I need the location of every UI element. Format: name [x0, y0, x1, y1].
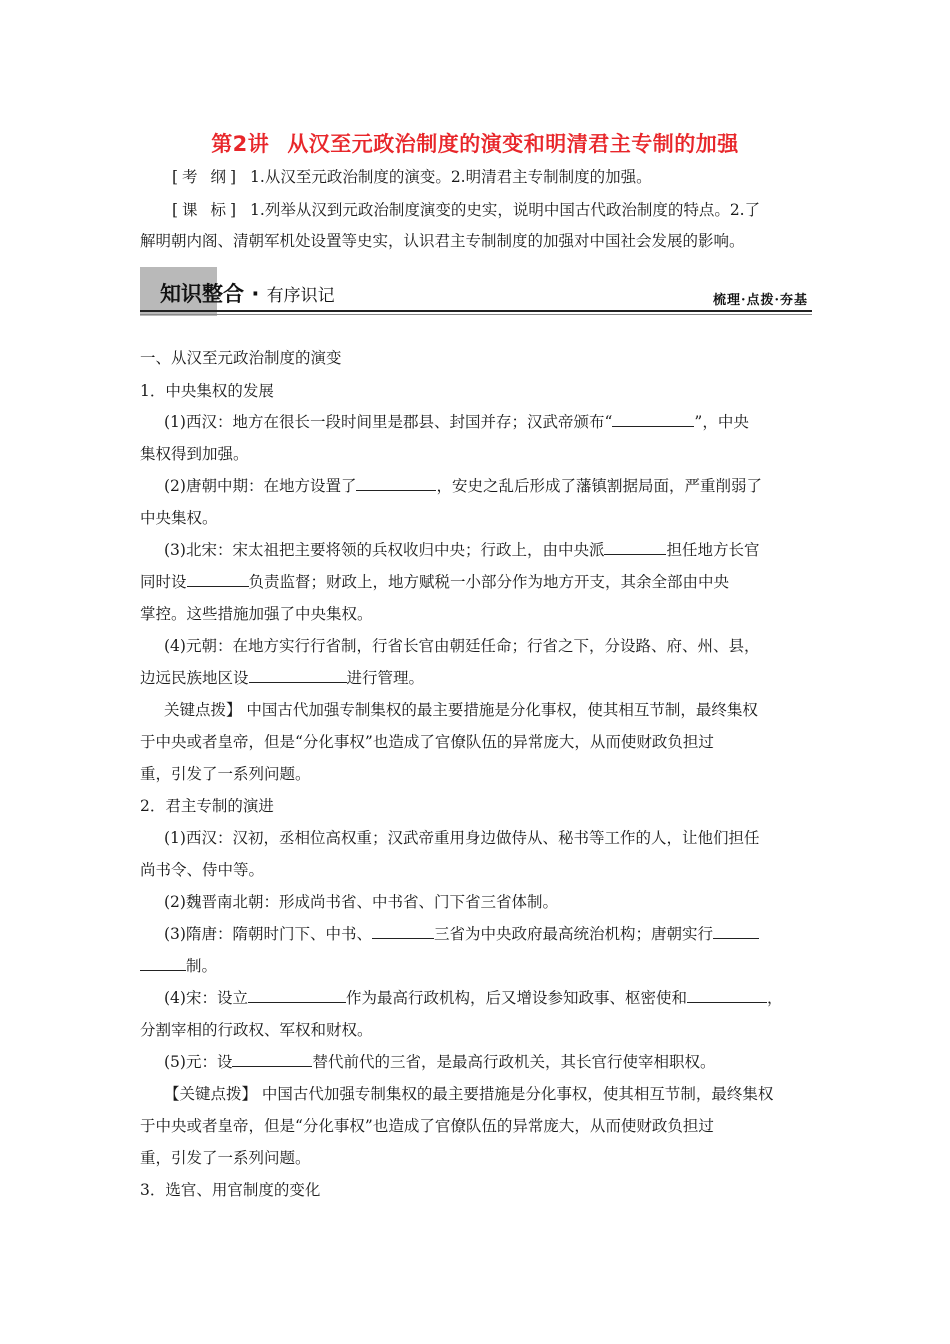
- item-4-line2: 边远民族地区设 进行管理。: [140, 669, 425, 687]
- lesson-title-text: 从汉至元政治制度的演变和明清君主专制的加强: [287, 132, 739, 156]
- section-banner: [140, 267, 812, 316]
- item-2-line2: 中央集权。: [140, 509, 218, 527]
- lesson-title: [0, 128, 950, 158]
- monarchy-item-3-line1: (3)隋唐：隋朝时门下、中书、 三省为中央政府最高统治机构；唐朝实行: [164, 922, 759, 944]
- item-2-line1: (2)唐朝中期：在地方设置了 ，安史之乱后形成了藩镇割据局面，严重削弱了: [164, 477, 762, 495]
- banner-rule-thin: [140, 314, 812, 315]
- fill-blank[interactable]: [140, 956, 186, 971]
- fill-blank[interactable]: [232, 1052, 312, 1067]
- key-point-2-line1: 【关键点拨】 中国古代加强专制集权的最主要措施是分化事权，使其相互节制，最终集权: [164, 1085, 774, 1103]
- monarchy-item-4-line2: 分割宰相的行政权、军权和财权。: [140, 1021, 373, 1039]
- key-point-1-line3: 重，引发了一系列问题。: [140, 765, 311, 783]
- banner-heading: [160, 278, 335, 308]
- fill-blank[interactable]: [249, 668, 347, 683]
- monarchy-item-4-line1: (4)宋：设立 作为最高行政机构，后又增设参知政事、枢密使和 ，: [164, 989, 783, 1007]
- subheading-2: 2．君主专制的演进: [140, 797, 274, 815]
- monarchy-item-1-line1: (1)西汉：汉初，丞相位高权重；汉武帝重用身边做侍从、秘书等工作的人，让他们担任: [164, 829, 760, 847]
- banner-main: 知识整合: [160, 282, 244, 306]
- section-heading: 一、从汉至元政治制度的演变: [140, 349, 342, 367]
- item-3-line2: 同时设 负责监督；财政上，地方赋税一小部分作为地方开支，其余全部由中央: [140, 573, 730, 591]
- exam-outline-text: 1.从汉至元政治制度的演变。2.明清君主专制制度的加强。: [250, 168, 652, 186]
- curriculum-standard: [140, 195, 820, 257]
- monarchy-item-3-line2: 制。: [140, 954, 217, 976]
- fill-blank[interactable]: [372, 924, 434, 939]
- item-3-line3: 掌控。这些措施加强了中央集权。: [140, 605, 373, 623]
- banner-sub: 有序识记: [266, 286, 335, 306]
- subheading-3: 3．选官、用官制度的变化: [140, 1181, 321, 1199]
- lesson-number: 第2讲: [211, 132, 270, 156]
- key-point-2-line2: 于中央或者皇帝，但是“分化事权”也造成了官僚队伍的异常庞大，从而使财政负担过: [140, 1117, 714, 1135]
- item-1-line2: 集权得到加强。: [140, 445, 249, 463]
- fill-blank[interactable]: [612, 412, 694, 427]
- banner-right-label: 梳理·点拨·夯基: [712, 293, 808, 308]
- key-point-1-line1: 关键点拨】 中国古代加强专制集权的最主要措施是分化事权，使其相互节制，最终集权: [164, 701, 758, 719]
- monarchy-item-2: (2)魏晋南北朝：形成尚书省、中书省、门下省三省体制。: [164, 893, 558, 911]
- banner-rule: [140, 310, 812, 312]
- fill-blank[interactable]: [356, 476, 436, 491]
- monarchy-item-5: (5)元：设 替代前代的三省，是最高行政机关，其长官行使宰相职权。: [164, 1053, 716, 1071]
- fill-blank[interactable]: [713, 924, 759, 939]
- fill-blank[interactable]: [187, 572, 249, 587]
- fill-blank[interactable]: [248, 988, 346, 1003]
- key-point-2-line3: 重，引发了一系列问题。: [140, 1149, 311, 1167]
- item-4-line1: (4)元朝：在地方实行行省制，行省长官由朝廷任命；行省之下，分设路、府、州、县，: [164, 637, 760, 655]
- item-1-line1: (1)西汉：地方在很长一段时间里是郡县、封国并存；汉武帝颁布“ ”，中央: [164, 413, 749, 431]
- exam-outline: [140, 162, 820, 193]
- subheading-1: 1．中央集权的发展: [140, 382, 274, 400]
- item-3-line1: (3)北宋：宋太祖把主要将领的兵权收归中央；行政上，由中央派 担任地方长官: [164, 541, 760, 559]
- curriculum-standard-line1: 1.列举从汉到元政治制度演变的史实，说明中国古代政治制度的特点。2.了: [250, 201, 761, 219]
- curriculum-standard-tag: [课 标]: [172, 201, 241, 219]
- monarchy-item-1-line2: 尚书令、侍中等。: [140, 861, 265, 879]
- curriculum-standard-line2: 解明朝内阁、清朝军机处设置等史实，认识君主专制制度的加强对中国社会发展的影响。: [140, 232, 745, 250]
- key-point-1-line2: 于中央或者皇帝，但是“分化事权”也造成了官僚队伍的异常庞大，从而使财政负担过: [140, 733, 714, 751]
- fill-blank[interactable]: [687, 988, 767, 1003]
- banner-separator: ·: [251, 282, 260, 306]
- exam-outline-tag: [考 纲]: [172, 168, 241, 186]
- fill-blank[interactable]: [604, 540, 666, 555]
